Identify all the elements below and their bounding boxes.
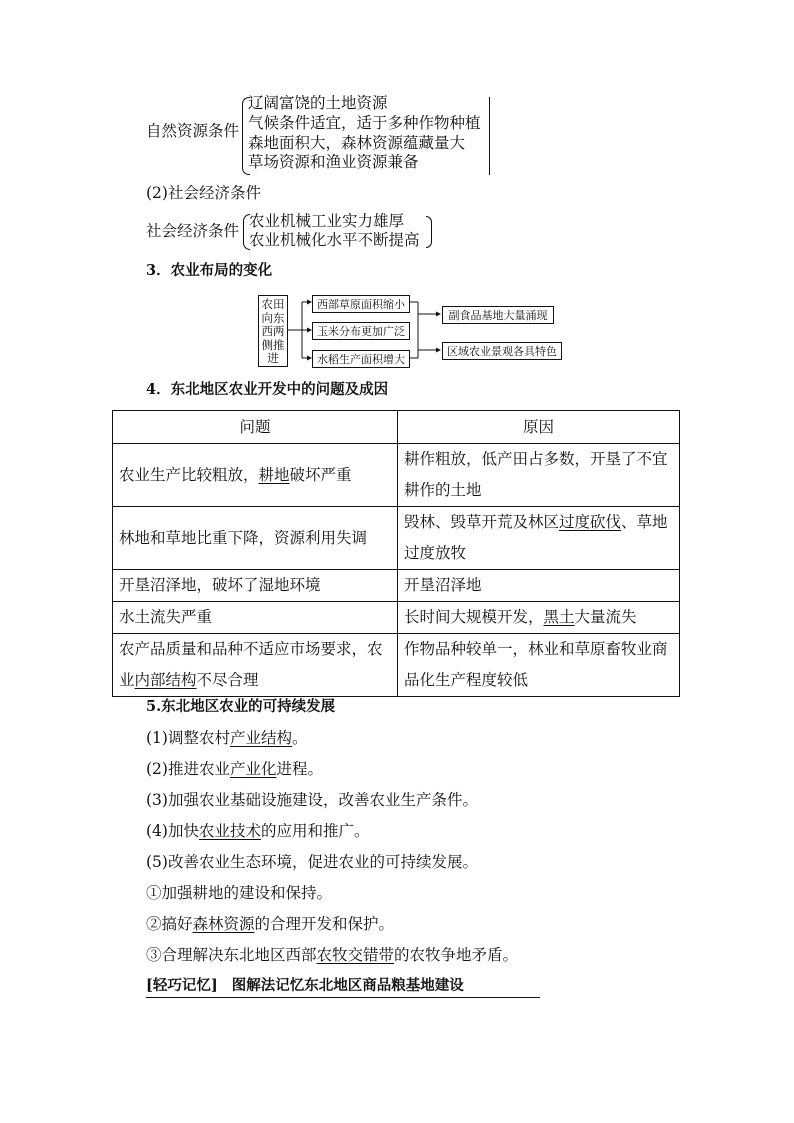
memory-tag: [轻巧记忆] (146, 977, 218, 994)
sustain-keyword: 产业结构 (229, 729, 292, 747)
memory-text: 图解法记忆东北地区商品粮基地建设 (231, 977, 464, 994)
sustain-text: 进程。 (276, 760, 323, 778)
sustain-text: 的农牧争地矛盾。 (394, 946, 519, 964)
flow-right-box: 副食品基地大量涌现 (442, 306, 554, 324)
sustain-keyword: 产业化 (229, 760, 277, 778)
natural-item: 气候条件适宜，适于多种作物种植 (248, 114, 481, 132)
cause-cell (398, 634, 680, 697)
table-row (113, 634, 680, 697)
header-problem: 问题 (113, 411, 398, 444)
problem-text: 不尽合理 (196, 671, 259, 689)
flow-left-line: 西两 (261, 324, 285, 338)
natural-label: 自然资源条件 (146, 122, 240, 140)
problem-text: 破坏严重 (289, 465, 352, 484)
sustain-text: ③合理解决东北地区西部 (146, 946, 317, 964)
flow-middle-box: 水稻生产面积增大 (312, 350, 410, 368)
table-row (113, 602, 680, 634)
table-row (113, 570, 680, 602)
problem-text: 业 (119, 671, 135, 689)
problem-text: 农业生产比较粗放， (119, 465, 259, 484)
sustain-text: (2)推进农业 (146, 760, 230, 778)
cause-cell (398, 507, 680, 570)
natural-item: 森地面积大，森林资源蕴藏量大 (248, 134, 466, 152)
problem-keyword: 内部结构 (134, 671, 197, 689)
sustain-item (146, 917, 394, 933)
cause-text: 过度放牧 (404, 544, 467, 562)
social-item: 农业机械化水平不断提高 (249, 231, 420, 249)
table-row (113, 444, 680, 507)
sustain-text: 的应用和推广。 (260, 822, 370, 840)
sustain-text: 的合理开发和保护。 (254, 915, 395, 933)
problem-keyword: 耕地 (258, 465, 290, 484)
cause-keyword: 黑土 (543, 608, 575, 626)
cause-text: 、草地 (621, 513, 668, 531)
flow-left-line: 进 (267, 351, 279, 365)
social-label: 社会经济条件 (146, 222, 240, 240)
sustain-keyword: 农牧交错带 (316, 946, 395, 964)
table-header-row (113, 411, 680, 444)
layout-heading: 3．农业布局的变化 (146, 262, 273, 279)
natural-right-rule (489, 97, 490, 175)
sustain-keyword: 农业技术 (198, 822, 261, 840)
problems-table (112, 410, 680, 697)
sustain-heading: 5.东北地区农业的可持续发展 (146, 698, 336, 715)
flow-right-box: 区域农业景观各具特色 (442, 342, 562, 360)
flow-middle-box: 西部草原面积缩小 (312, 295, 410, 313)
sustain-item: ①加强耕地的建设和保持。 (146, 884, 333, 902)
problem-text: 林地和草地比重下降，资源利用失调 (119, 528, 368, 547)
problem-text: 农产品质量和品种不适应市场要求，农 (119, 640, 383, 658)
natural-item: 草场资源和渔业资源兼备 (248, 153, 419, 171)
cause-text: 大量流失 (574, 608, 637, 626)
natural-item: 辽阔富饶的土地资源 (248, 94, 388, 112)
sustain-text: 。 (291, 729, 308, 747)
sustain-item: (3)加强农业基础设施建设，改善农业生产条件。 (146, 791, 478, 809)
cause-text: 毁林、毁草开荒及林区 (404, 513, 560, 531)
cause-text: 长时间大规模开发， (404, 608, 544, 626)
cause-cell (398, 444, 680, 507)
cause-text: 耕作粗放，低产田占多数，开垦了不宜 (404, 450, 668, 468)
problem-cell (113, 634, 398, 697)
sustain-item (146, 824, 370, 840)
flow-left-line: 侧推 (261, 337, 285, 352)
cause-cell (398, 602, 680, 634)
sustain-text: (1)调整农村 (146, 729, 230, 747)
flow-left-line: 农田 (261, 297, 285, 311)
social-right-brace (426, 216, 432, 248)
sustain-item: (5)改善农业生态环境，促进农业的可持续发展。 (146, 853, 478, 871)
flow-left-box (258, 295, 288, 367)
cause-cell: 开垦沼泽地 (398, 570, 680, 602)
social-item: 农业机械工业实力雄厚 (249, 212, 405, 230)
problems-heading: 4．东北地区农业开发中的问题及成因 (146, 381, 389, 398)
header-cause: 原因 (398, 411, 680, 444)
problem-cell (113, 444, 398, 507)
cause-text: 作物品种较单一，林业和草原畜牧业商 (404, 640, 668, 658)
table-row (113, 507, 680, 570)
problem-cell: 开垦沼泽地，破坏了湿地环境 (113, 570, 398, 602)
cause-text: 品化生产程度较低 (404, 671, 529, 689)
problem-cell: 水土流失严重 (113, 602, 398, 634)
sustain-text: ②搞好 (146, 915, 193, 933)
flow-left-line: 向东 (261, 310, 285, 325)
cause-keyword: 过度砍伐 (559, 513, 622, 531)
flow-middle-box: 玉米分布更加广泛 (312, 322, 410, 340)
sustain-item (146, 948, 518, 964)
sustain-item (146, 762, 323, 778)
memory-line (146, 979, 540, 998)
problem-cell (113, 507, 398, 570)
social-heading: (2)社会经济条件 (146, 184, 261, 202)
sustain-item (146, 731, 308, 747)
sustain-text: (4)加快 (146, 822, 199, 840)
sustain-keyword: 森林资源 (192, 915, 255, 933)
cause-text: 耕作的土地 (404, 481, 482, 499)
